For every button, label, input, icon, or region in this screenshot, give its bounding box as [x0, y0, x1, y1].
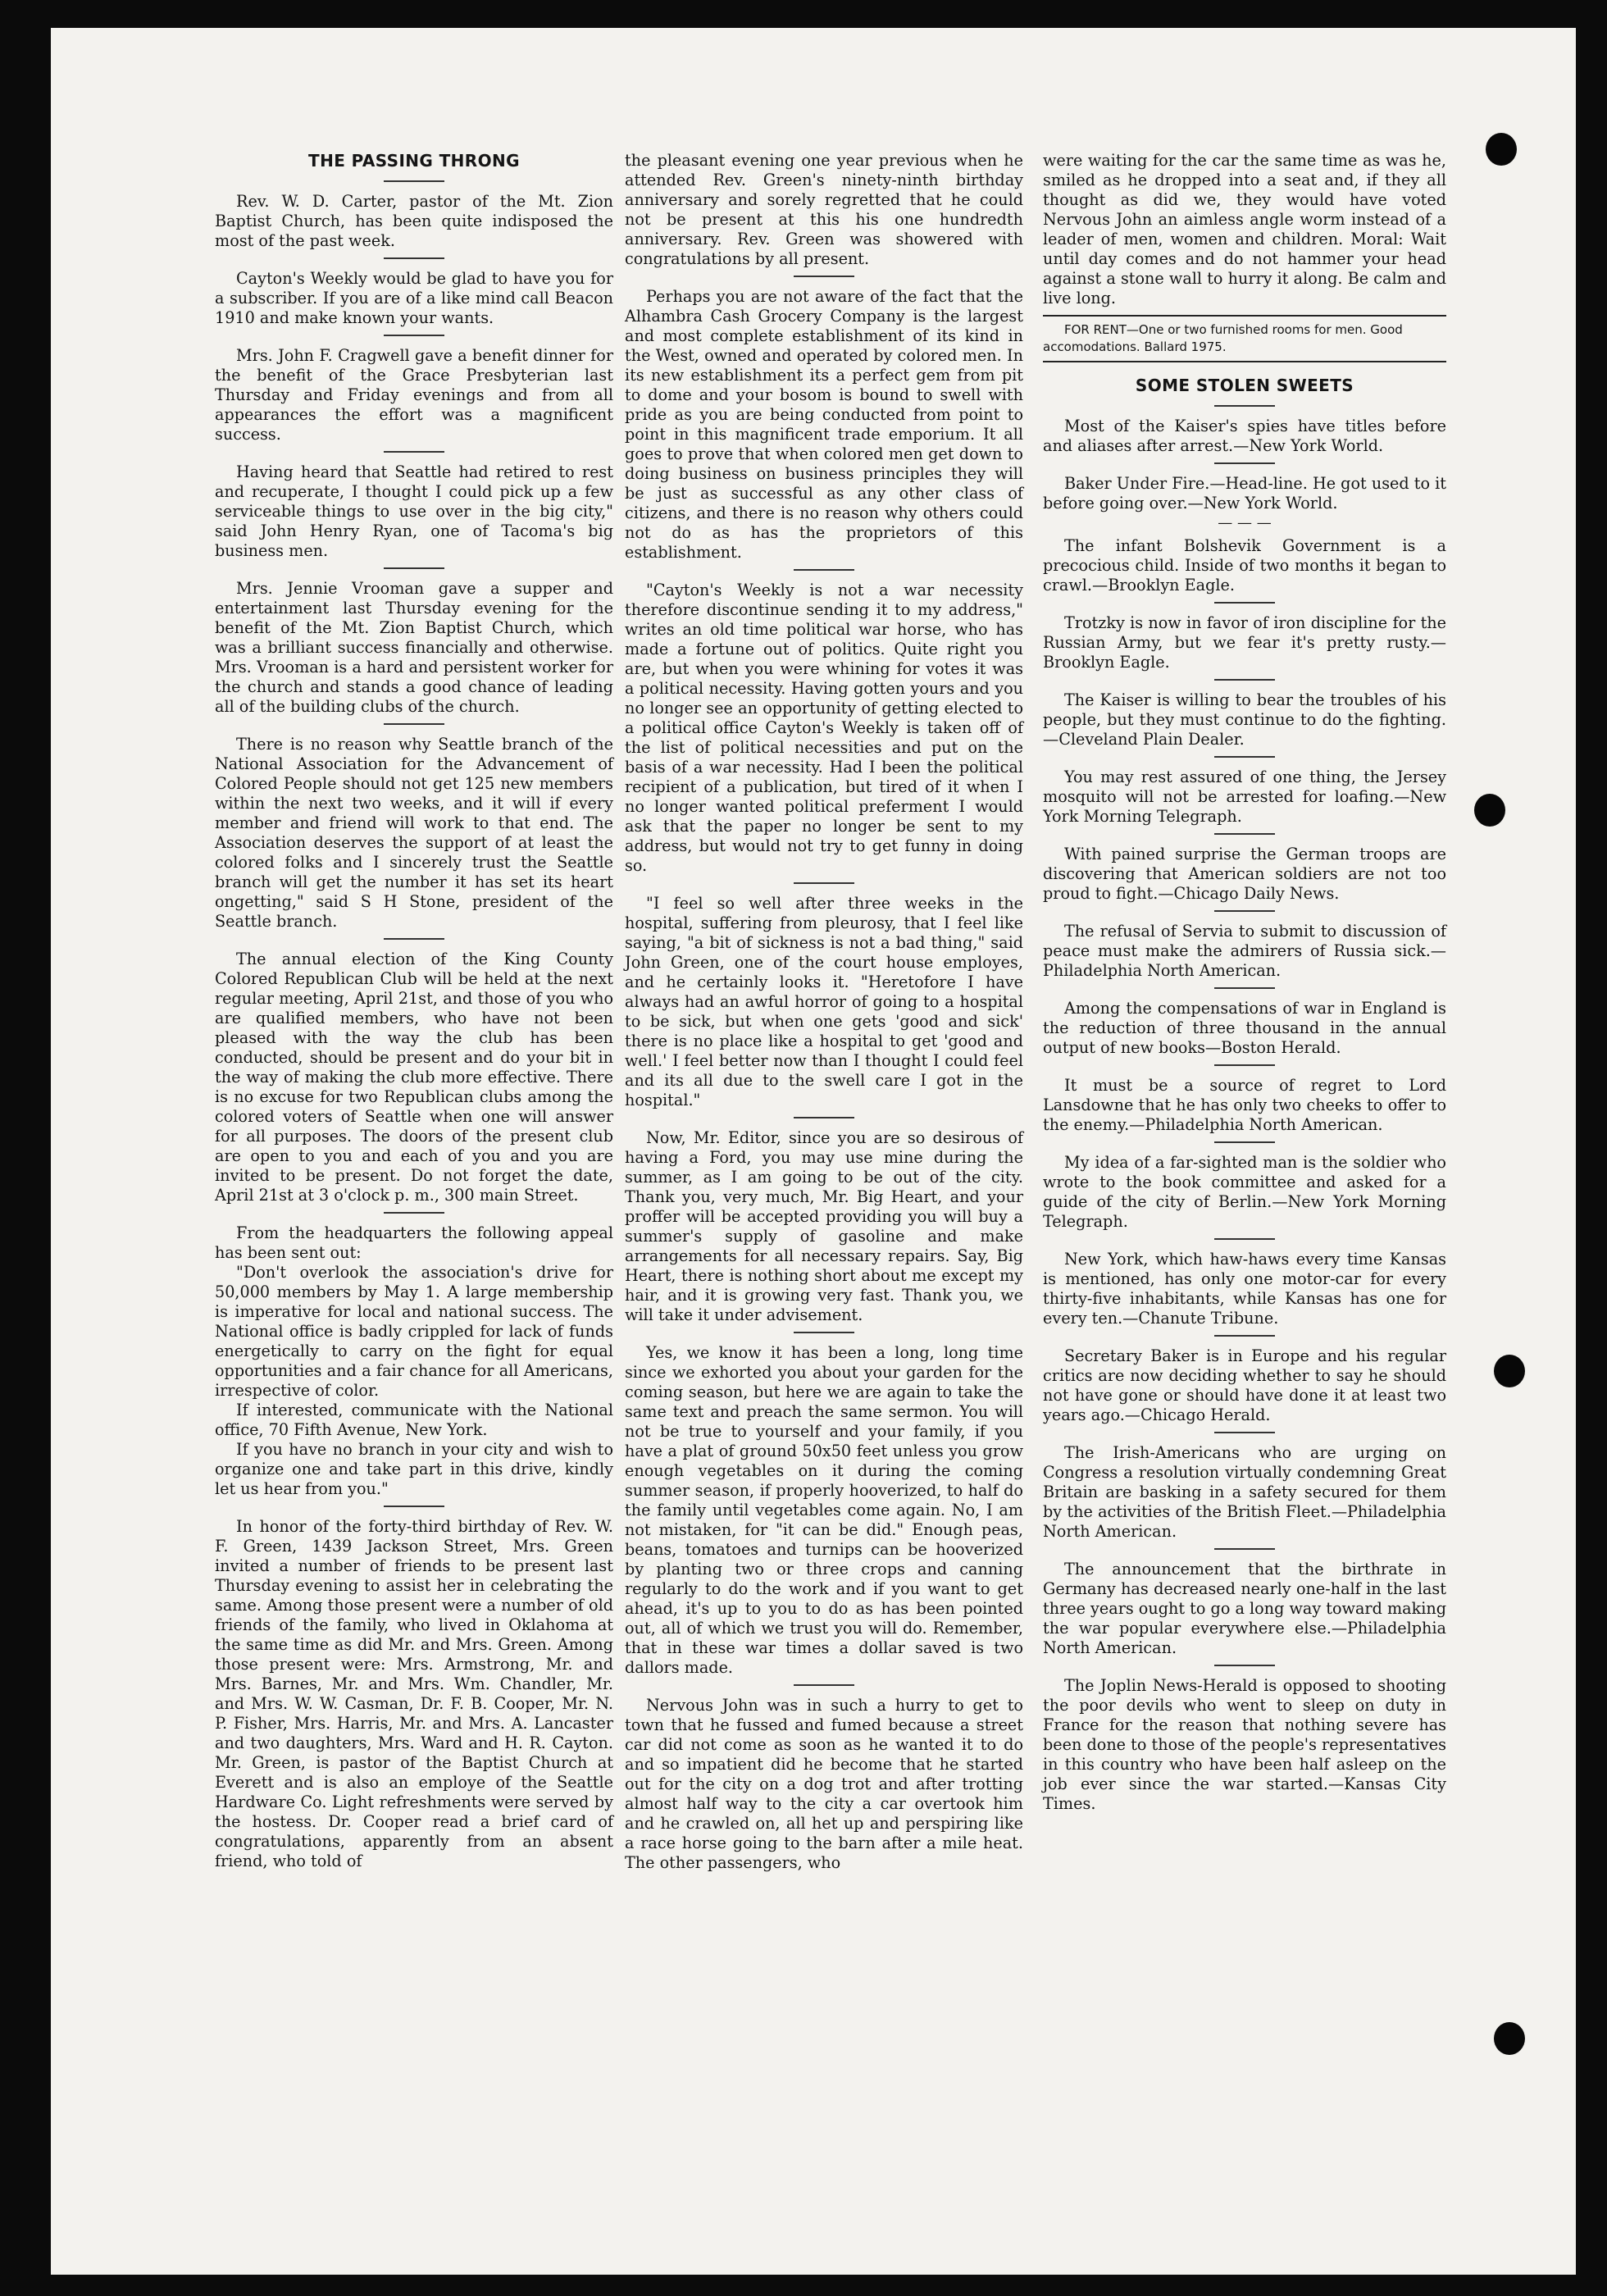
news-item: Nervous John was in such a hurry to get to town that he fussed and fumed because a street car did not come as soon as he wanted it to do and so impatient did he become that he started out for the city on a dog trot and after trotting almost half way to the city a car overtook him and he crawled on, all het up and perspiring like a race horse going to the barn after a mile heat. The other passengers, who — [625, 1696, 1023, 1872]
divider — [384, 257, 444, 259]
divider — [1214, 462, 1275, 464]
news-item: Rev. W. D. Carter, pastor of the Mt. Zion Baptist Church, has been quite indisposed the most of the past week. — [215, 192, 613, 250]
divider — [1214, 1238, 1275, 1240]
divider — [1214, 756, 1275, 758]
quip: New York, which haw-haws every time Kansas is mentioned, has only one motor-car for every thirty-five inhabitants, while Kansas has one for every ten.—Chanute Tribune. — [1043, 1250, 1446, 1328]
news-item: the pleasant evening one year previous when he attended Rev. Green's ninety-ninth birthday anniversary and sorely regretted that he could not be present at this his one hundredth anniversary. Rev. Green was showered with congratulations by all present. — [625, 151, 1023, 268]
news-item: From the headquarters the following appeal has been sent out: — [215, 1223, 613, 1262]
quip: The infant Bolshevik Government is a precocious child. Inside of two months it began to crawl.—Brooklyn Eagle. — [1043, 536, 1446, 594]
divider — [1214, 679, 1275, 681]
quip: My idea of a far-sighted man is the soldier who wrote to the book committee and asked for a guide of the city of Berlin.—New York Morning Telegraph. — [1043, 1153, 1446, 1231]
news-item: Cayton's Weekly would be glad to have you for a subscriber. If you are of a like mind call Beacon 1910 and make known your wants. — [215, 269, 613, 327]
column-2 — [625, 151, 1023, 1873]
section-heading: THE PASSING THRONG — [308, 151, 520, 171]
punch-hole — [1486, 133, 1517, 166]
classified-ad: FOR RENT—One or two furnished rooms for men. Good accomodations. Ballard 1975. — [1043, 322, 1403, 354]
divider — [384, 1212, 444, 1214]
divider — [384, 1506, 444, 1507]
quip: Among the compensations of war in England is the reduction of three thousand in the annual output of new books—Boston Herald. — [1043, 999, 1446, 1057]
news-item: Perhaps you are not aware of the fact that the Alhambra Cash Grocery Company is the largest and most complete establishment of its kind in the West, owned and operated by colored men. In its new establishment its a perfect gem from pit to dome and your bosom is bound to swell with pride as you are being conducted from point to point in this magnificent trade emporium. It all goes to prove that when colored men get down to doing business on business principles they will be just as successful as any other class of citizens, and there is no reason why others could not do as has the proprietors of this establishment. — [625, 287, 1023, 562]
news-item: If interested, communicate with the National office, 70 Fifth Avenue, New York. — [215, 1401, 613, 1439]
divider — [1214, 1335, 1275, 1337]
quip: The Irish-Americans who are urging on Congress a resolution virtually condemning Great Britain are basking in a safety secured for them by the activities of the British Fleet.—Philadelphia North American. — [1043, 1443, 1446, 1541]
divider — [1214, 602, 1275, 604]
quip: Most of the Kaiser's spies have titles before and aliases after arrest.—New York World. — [1043, 417, 1446, 455]
divider — [794, 1332, 854, 1333]
news-item: "Don't overlook the association's drive for 50,000 members by May 1. A large membership is imperative for local and national success. The National office is badly crippled for lack of funds energetically to carry on the fight for equal opportunities and a fair chance for all Americans, irrespective of color. — [215, 1263, 613, 1400]
divider — [1214, 1432, 1275, 1433]
divider — [1214, 1548, 1275, 1550]
news-item: There is no reason why Seattle branch of the National Association for the Advancement of Colored People should not get 125 new members within the next two weeks, and it will if every member and friend will work to that end. The Association deserves the support of at least the colored folks and I sincerely trust the Seattle branch will get the number it has set its heart ongetting," said S H Stone, president of the Seattle branch. — [215, 735, 613, 931]
news-item: In honor of the forty-third birthday of Rev. W. F. Green, 1439 Jackson Street, Mrs. Green invited a number of friends to be present last Thursday evening to assist her in celebrating the same. Among those present were a number of old friends of the family, who lived in Oklahoma at the same time as did Mr. and Mrs. Green. Among those present were: Mrs. Armstrong, Mr. and Mrs. Barnes, Mr. and Mrs. Wm. Chandler, Mr. and Mrs. W. W. Casman, Dr. F. B. Cooper, Mr. N. P. Fisher, Mrs. Harris, Mr. and Mrs. A. Lancaster and two daughters, Mrs. Ward and H. R. Cayton. Mr. Green, is pastor of the Baptist Church at Everett and is also an employe of the Seattle Hardware Co. Light refreshments were served by the hostess. Dr. Cooper read a brief card of congratulations, apparently from an absent friend, who told of — [215, 1517, 613, 1870]
divider — [1214, 987, 1275, 989]
punch-hole — [1474, 794, 1505, 827]
news-item: Now, Mr. Editor, since you are so desirous of having a Ford, you may use mine during the summer, as I am going to be out of the city. Thank you, very much, Mr. Big Heart, and your proffer will be accepted providing you will buy a summer's supply of gasoline and make arrangements for all necessary repairs. Say, Big Heart, there is nothing short about me except my hair, and it is growing very fast. Thank you, we will take it under advisement. — [625, 1128, 1023, 1324]
divider — [1214, 1665, 1275, 1666]
divider — [1043, 315, 1446, 317]
divider — [794, 1684, 854, 1686]
quip: Secretary Baker is in Europe and his regular critics are now deciding whether to say he should not have gone or should have done it at least two years ago.—Chicago Herald. — [1043, 1346, 1446, 1424]
news-item: Mrs. Jennie Vrooman gave a supper and entertainment last Thursday evening for the benefit of the Mt. Zion Baptist Church, which was a brilliant success financially and otherwise. Mrs. Vrooman is a hard and persistent worker for the church and stands a good chance of leading all of the building clubs of the church. — [215, 579, 613, 716]
divider — [384, 180, 444, 182]
quip: Trotzky is now in favor of iron discipline for the Russian Army, but we fear it's pretty rusty.—Brooklyn Eagle. — [1043, 613, 1446, 672]
divider — [794, 882, 854, 884]
quip: The Joplin News-Herald is opposed to shooting the poor devils who went to sleep on duty in France for the reason that nothing severe has been done to those of the people's representatives in this country who have been half asleep on the job ever since the war started.—Kansas City Times. — [1043, 1676, 1446, 1813]
divider — [794, 569, 854, 571]
quip: Baker Under Fire.—Head-line. He got used to it before going over.—New York World. — [1043, 474, 1446, 512]
divider: — — — — [1218, 514, 1272, 531]
newspaper-page — [51, 28, 1576, 2275]
quip: The Kaiser is willing to bear the troubles of his people, but they must continue to do the fighting.—Cleveland Plain Dealer. — [1043, 690, 1446, 749]
divider — [1214, 833, 1275, 835]
news-item: The annual election of the King County Colored Republican Club will be held at the next regular meeting, April 21st, and those of you who are qualified members, who have not been pleased with the way the club has been conducted, should be present and do your bit in the way of making the club more effective. There is no excuse for two Republican clubs among the colored voters of Seattle when one will answer for all purposes. The doors of the present club are open to you and each of you and you are invited to be present. Do not forget the date, April 21st at 3 o'clock p. m., 300 main Street. — [215, 950, 613, 1205]
divider — [1214, 910, 1275, 912]
news-item: were waiting for the car the same time as was he, smiled as he dropped into a seat and, if they all thought as did we, they would have voted Nervous John an aimless angle worm instead of a leader of men, women and children. Moral: Wait until day comes and do not hammer your head against a stone wall to hurry it along. Be calm and live long. — [1043, 151, 1446, 308]
divider — [1214, 405, 1275, 407]
divider — [384, 567, 444, 569]
divider — [384, 451, 444, 453]
divider — [794, 1117, 854, 1118]
divider — [794, 276, 854, 277]
news-item: "I feel so well after three weeks in the hospital, suffering from pleurosy, that I feel like saying, "a bit of sickness is not a bad thing," said John Green, one of the court house employes, and he certainly looks it. "Heretofore I have always had an awful horror of going to a hospital to be sick, but when one gets 'good and sick' there is no place like a hospital to get 'good and well.' I feel better now than I thought I could feel and its all due to the swell care I got in the hospital." — [625, 894, 1023, 1109]
quip: You may rest assured of one thing, the Jersey mosquito will not be arrested for loafing.—New York Morning Telegraph. — [1043, 768, 1446, 826]
news-item: If you have no branch in your city and wish to organize one and take part in this drive, kindly let us hear from you." — [215, 1440, 613, 1498]
divider — [384, 938, 444, 940]
divider — [384, 335, 444, 336]
divider — [384, 723, 444, 725]
quip: The announcement that the birthrate in Germany has decreased nearly one-half in the last three years ought to go a long way toward making the war popular everywhere else.—Philadelphia North American. — [1043, 1560, 1446, 1657]
news-item: Mrs. John F. Cragwell gave a benefit dinner for the benefit of the Grace Presbyterian last Thursday and Friday evenings and from all appearances the effort was a magnificent success. — [215, 346, 613, 444]
quip: With pained surprise the German troops are discovering that American soldiers are not too proud to fight.—Chicago Daily News. — [1043, 845, 1446, 903]
punch-hole — [1494, 1355, 1525, 1387]
divider — [1214, 1141, 1275, 1143]
quip: The refusal of Servia to submit to discussion of peace must make the admirers of Russia sick.—Philadelphia North American. — [1043, 922, 1446, 980]
divider — [1043, 361, 1446, 362]
section-heading: SOME STOLEN SWEETS — [1135, 376, 1354, 395]
quip: It must be a source of regret to Lord Lansdowne that he has only two cheeks to offer to the enemy.—Philadelphia North American. — [1043, 1076, 1446, 1134]
news-item: Yes, we know it has been a long, long time since we exhorted you about your garden for the coming season, but here we are again to take the same text and preach the same sermon. You will not be true to yourself and your family, if you have a plat of ground 50x50 feet unless you grow enough vegetables on it during the coming summer season, if properly hooverized, to half do the family until vegetables come again. No, I am not mistaken, for "it can be did." Enough peas, beans, tomatoes and turnips can be hooverized by planting two or three crops and canning regularly to do the work and if you want to get ahead, it's up to you to do as has been pointed out, all of which we trust you will do. Remember, that in these war times a dollar saved is two dallors made. — [625, 1343, 1023, 1677]
divider — [1214, 1064, 1275, 1066]
punch-hole — [1494, 2022, 1525, 2055]
news-item: "Cayton's Weekly is not a war necessity therefore discontinue sending it to my address," writes an old time political war horse, who has made a fortune out of politics. Quite right you are, but when you were whining for votes it was a political necessity. Having gotten yours and you no longer see an opportunity of getting elected to a political office Cayton's Weekly is taken off of the list of political necessities and put on the basis of a war necessity. Had I been the political recipient of a publication, but tired of it when I no longer wanted political preferment I would ask that the paper no longer be sent to my address, but would not try to get funny in doing so. — [625, 581, 1023, 875]
column-3 — [1043, 151, 1446, 1814]
news-item: Having heard that Seattle had retired to rest and recuperate, I thought I could pick up a few serviceable things to use over in the big city," said John Henry Ryan, one of Tacoma's big business men. — [215, 462, 613, 560]
column-1 — [215, 151, 613, 1871]
